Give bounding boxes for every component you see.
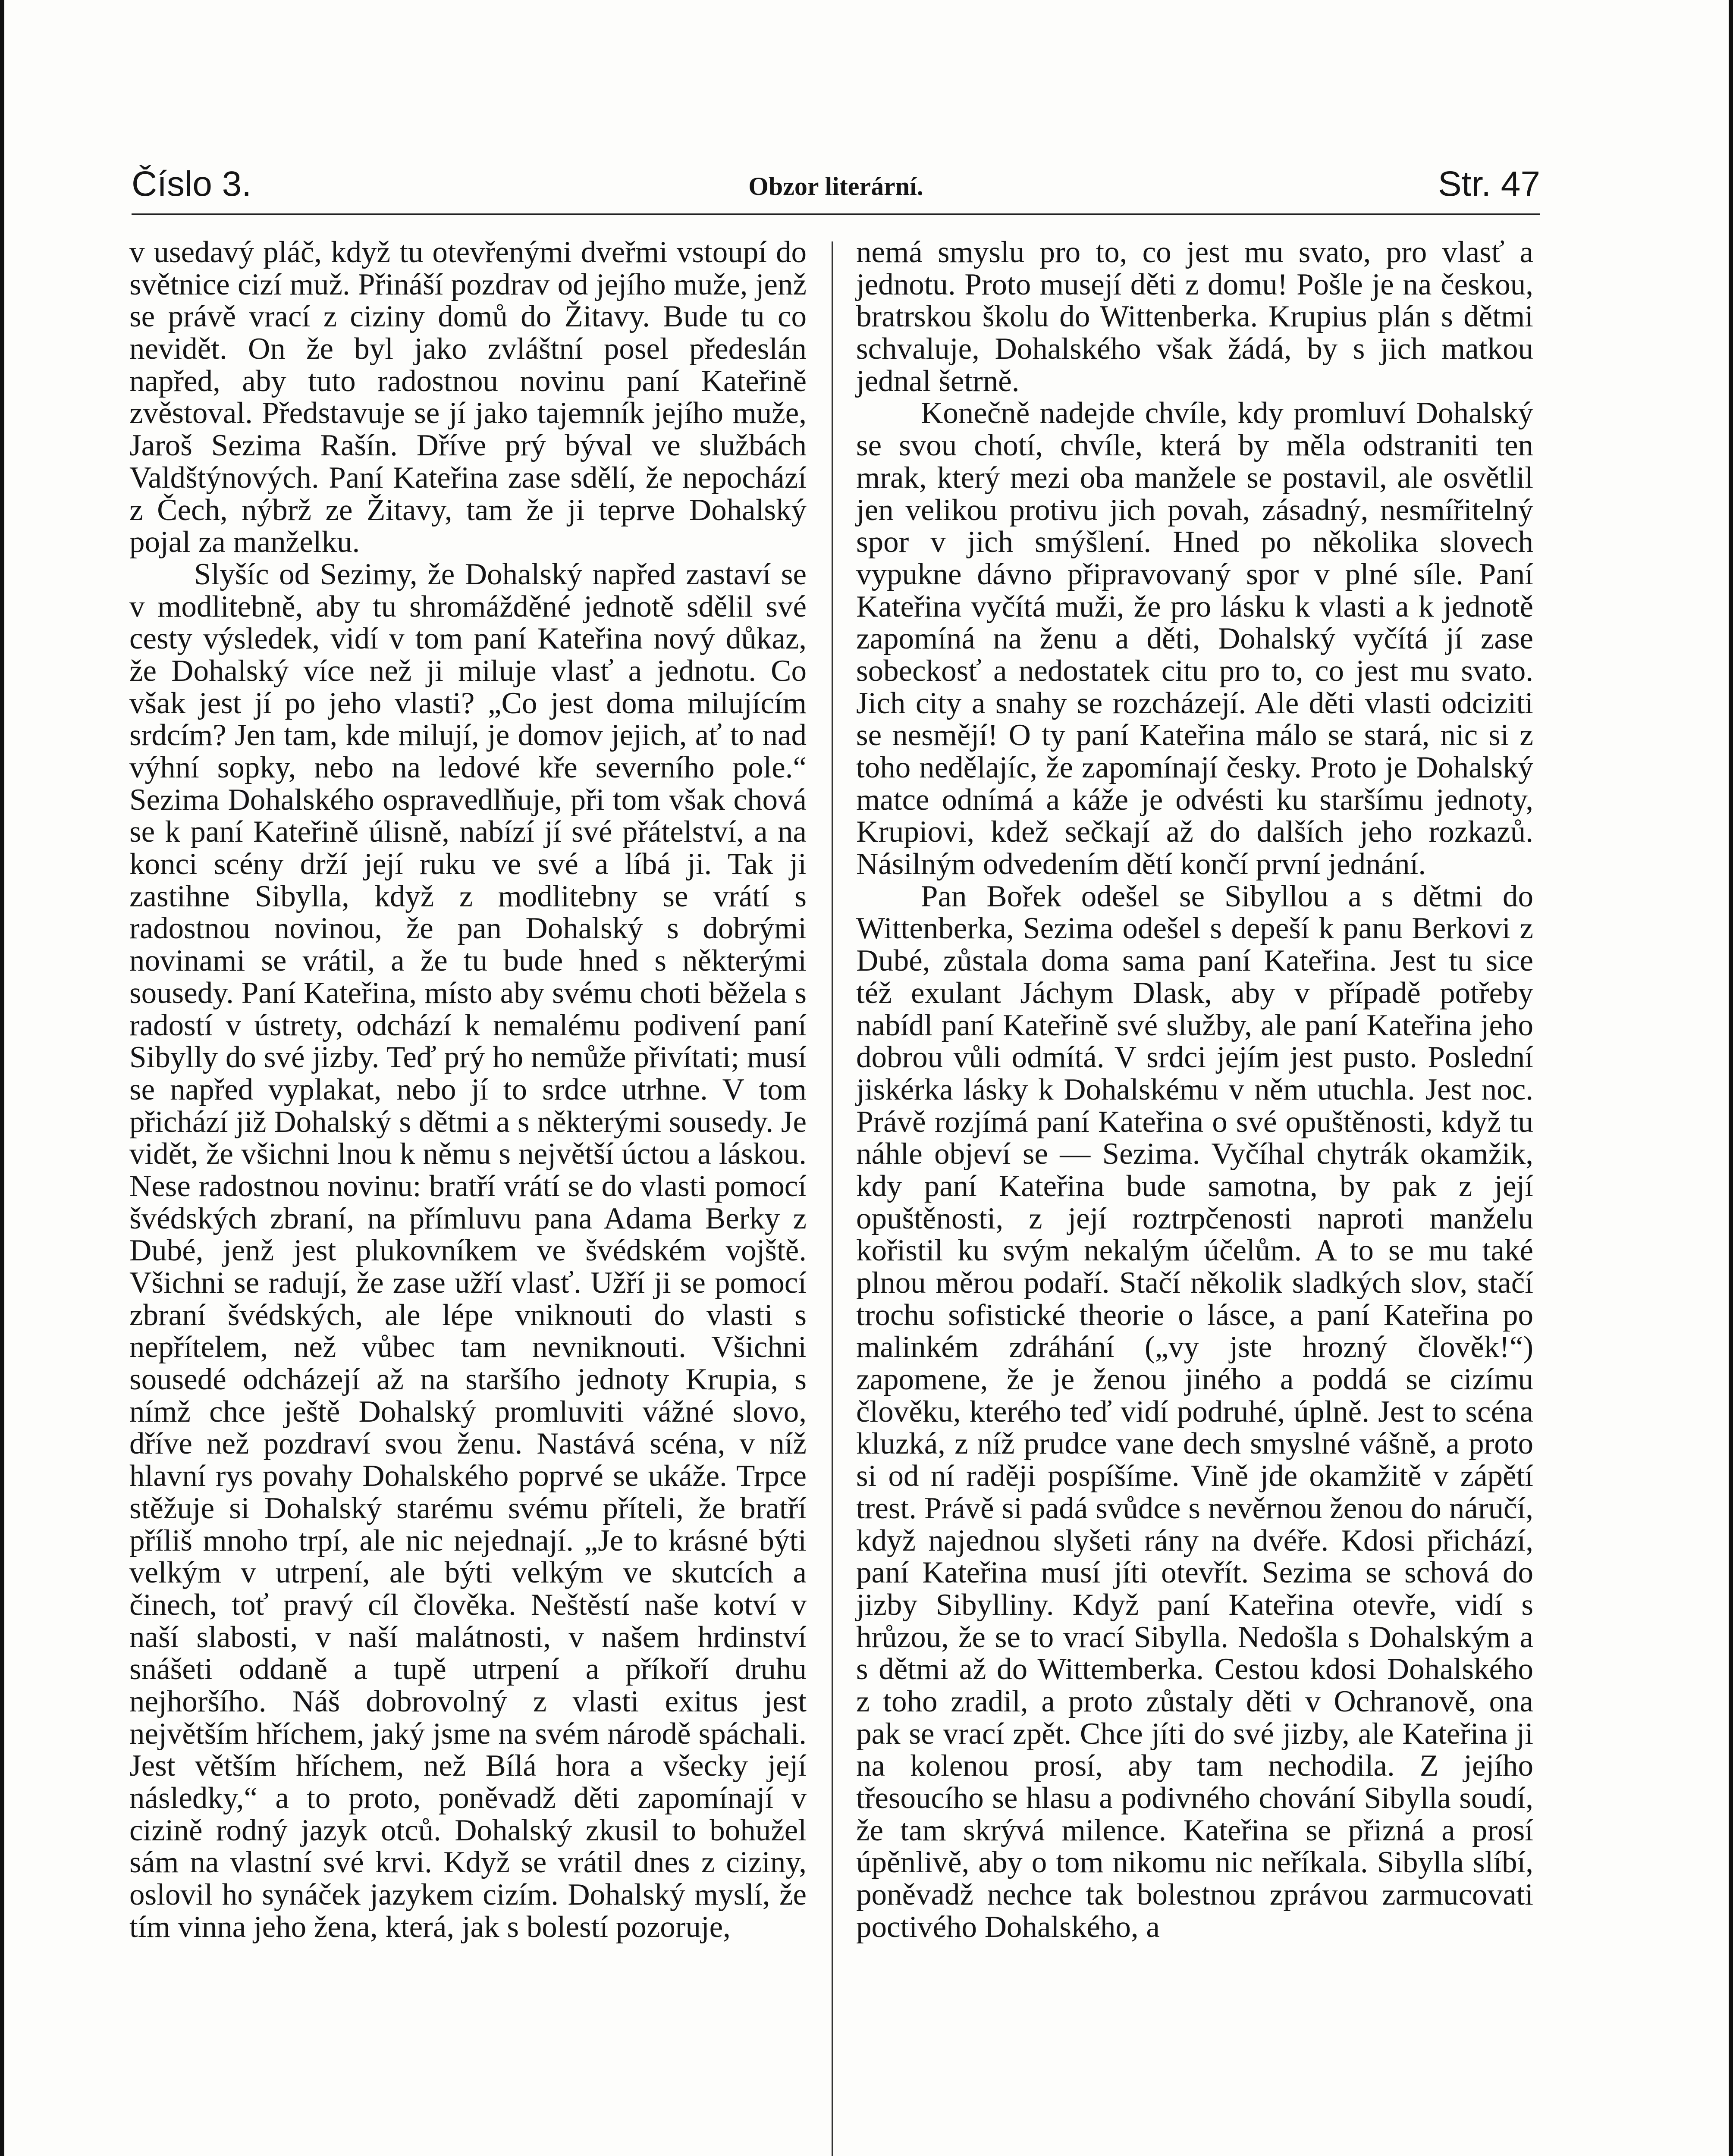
scan-edge-left — [0, 0, 4, 2156]
scan-edge-right — [1729, 0, 1733, 2156]
issue-number: Číslo 3. — [132, 164, 251, 204]
paragraph: nemá smyslu pro to, co jest mu svato, pro vlasť a jednotu. Proto musejí děti z domu! Pošle je na českou, bratrskou školu do Wittenberka. Krupius plán s dětmi schvaluje, Dohalského však žádá, by s jich matkou jednal šetrně. — [856, 235, 1533, 398]
paragraph: Slyšíc od Sezimy, že Dohalský napřed zastaví se v modlitebně, aby tu shromážděné jednotě sdělil své cesty výsledek, vidí v tom paní Kateřina nový důkaz, že Dohalský více než ji miluje vlasť a jednotu. Co však jest jí po jeho vlasti? „Co jest doma milujícím srdcím? Jen tam, kde milují, je domov jejich, ať to nad výhní sopky, nebo na ledové kře severního pole.“ Sezima Dohalského ospravedlňuje, při tom však chová se k paní Kateřině úlisně, nabízí jí své přátelství, a na konci scény drží její ruku ve své a líbá ji. Tak ji zastihne Sibylla, když z modlitebny se vrátí s radostnou novinou, že pan Dohalský s dobrými novinami se vrátil, a že tu bude hned s některými sousedy. Paní Kateřina, místo aby svému choti běžela s radostí v ústrety, odchází k nemalému podivení paní Sibylly do své jizby. Teď prý ho nemůže přivítati; musí se napřed vyplakat, nebo jí to srdce utrhne. V tom přichází již Dohalský s dětmi a s některými sousedy. Je vidět, že všichni lnou k němu s největší úctou a láskou. Nese radostnou novinu: bratří vrátí se do vlasti pomocí švédských zbraní, na přímluvu pana Adama Berky z Dubé, jenž jest plukovníkem ve švédském vojště. Všichni se radují, že zase užří vlasť. Užří ji se pomocí zbraní švédských, ale lépe vniknouti do vlasti s nepřítelem, než vůbec tam nevniknouti. Všichni sousedé odcházejí až na staršího jednoty Krupia, s nímž chce ještě Dohalský promluviti vážné slovo, dříve než pozdraví svou ženu. Nastává scéna, v níž hlavní rys povahy Dohalského poprvé se ukáže. Trpce stěžuje si Dohalský starému svému příteli, že bratří příliš mnoho trpí, ale nic nejednají. „Je to krásné býti velkým v utrpení, ale býti velkým ve skutcích a činech, toť pravý cíl člověka. Neštěstí naše kotví v naší slabosti, v naší malátnosti, v našem hrdinství snášeti oddaně a tupě utrpení a příkoří druhu nejhoršího. Náš dobrovolný z vlasti exitus jest největším hříchem, jaký jsme na svém národě spáchali. Jest větším hříchem, než Bílá hora a všecky její následky,“ a to proto, poněvadž děti zapomínají v cizině rodný jazyk otců. Dohalský zkusil to bohužel sám na vlastní své krvi. Když se vrátil dnes z ciziny, oslovil ho synáček jazykem cizím. Dohalský myslí, že tím vinna jeho žena, která, jak s bolestí pozoruje, — [129, 557, 807, 1944]
journal-title: Obzor literární. — [748, 172, 923, 201]
column-divider — [832, 241, 833, 2156]
page-number: Str. 47 — [1438, 164, 1540, 204]
header-rule — [132, 213, 1540, 215]
paragraph: Pan Bořek odešel se Sibyllou a s dětmi do Wittenberka, Sezima odešel s depeší k panu Berkovi z Dubé, zůstala doma sama paní Kateřina. Jest tu sice též exulant Jáchym Dlask, aby v případě potřeby nabídl paní Kateřině své služby, ale paní Kateřina jeho dobrou vůli odmítá. V srdci jejím jest pusto. Poslední jiskérka lásky k Dohalskému v něm utuchla. Jest noc. Právě rozjímá paní Kateřina o své opuštěnosti, když tu náhle objeví se — Sezima. Vyčíhal chytrák okamžik, kdy paní Kateřina bude samotna, by pak z její opuštěnosti, z její roztrpčenosti naproti manželu kořistil ku svým nekalým účelům. A to se mu také plnou měrou podaří. Stačí několik sladkých slov, stačí trochu sofistické theorie o lásce, a paní Kateřina po malinkém zdráhání („vy jste hrozný člověk!“) zapomene, že je ženou jiného a poddá se cizímu člověku, kterého teď vidí podruhé, úplně. Jest to scéna kluzká, z níž prudce vane dech smyslné vášně, a proto si od ní raději pospíšíme. Vině jde okamžitě v zápětí trest. Právě si padá svůdce s nevěrnou ženou do náručí, když najednou slyšeti rány na dvéře. Kdosi přichází, paní Kateřina musí jíti otevřít. Sezima se schová do jizby Sibylliny. Když paní Kateřina otevře, vidí s hrůzou, že se to vrací Sibylla. Nedošla s Dohalským a s dětmi až do Wittemberka. Cestou kdosi Dohalského z toho zradil, a proto zůstaly děti v Ochranově, ona pak se vrací zpět. Chce jíti do své jizby, ale Kateřina ji na kolenou prosí, aby tam nechodila. Z jejího třesoucího se hlasu a podivného chování Sibylla soudí, že tam skrývá milence. Kateřina se přizná a prosí úpěnlivě, aby o tom nikomu nic neříkala. Sibylla slíbí, poněvadž nechce tak bolestnou zprávou zarmucovati poctivého Dohalského, a — [856, 879, 1533, 1944]
page-header — [132, 164, 1540, 211]
paragraph: Konečně nadejde chvíle, kdy promluví Dohalský se svou chotí, chvíle, která by měla odstraniti ten mrak, který mezi oba manžele se postavil, ale osvětlil jen velikou protivu jich povah, zásadný, nesmířitelný spor v jich smýšlení. Hned po několika slovech vypukne dávno připravovaný spor v plné síle. Paní Kateřina vyčítá muži, že pro lásku k vlasti a k jednotě zapomíná na ženu a děti, Dohalský vyčítá jí zase sobeckosť a nedostatek citu pro to, co jest mu svato. Jich city a snahy se rozcházejí. Ale děti vlasti odciziti se nesmějí! O ty paní Kateřina málo se stará, nic si z toho nedělajíc, že zapomínají česky. Proto je Dohalský matce odnímá a káže je odvésti ku staršímu jednoty, Krupiovi, kdež sečkají až do dalších jeho rozkazů. Násilným odvedením dětí končí první jednání. — [856, 396, 1533, 881]
paragraph: v usedavý pláč, když tu otevřenými dveřmi vstoupí do světnice cizí muž. Přináší pozdrav od jejího muže, jenž se právě vrací z ciziny domů do Žitavy. Bude tu co nevidět. On že byl jako zvláštní posel předeslán napřed, aby tuto radostnou novinu paní Kateřině zvěstoval. Představuje se jí jako tajemník jejího muže, Jaroš Sezima Rašín. Dříve prý býval ve službách Valdštýnových. Paní Kateřina zase sdělí, že nepochází z Čech, nýbrž ze Žitavy, tam že ji teprve Dohalský pojal za manželku. — [129, 235, 807, 559]
text-column-right — [856, 236, 1533, 1943]
text-column-left — [129, 236, 807, 1943]
